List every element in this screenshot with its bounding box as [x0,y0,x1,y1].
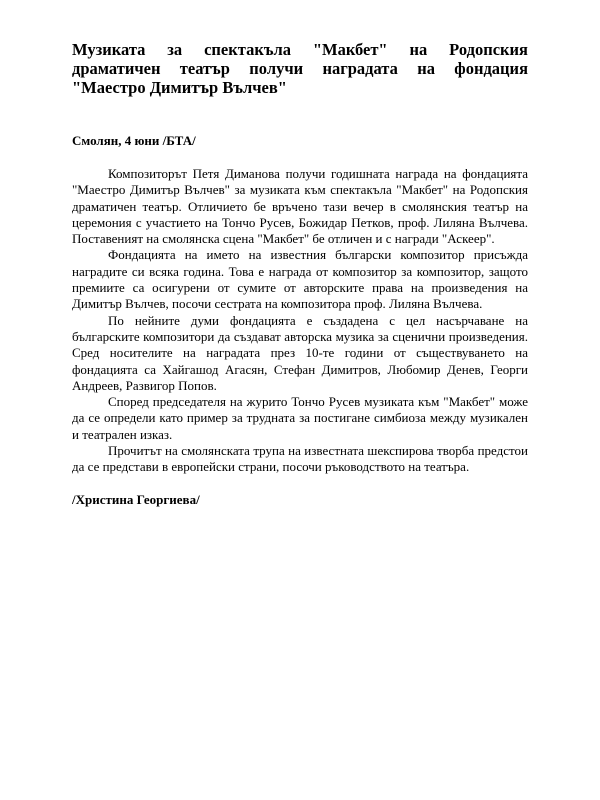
article-body [72,166,528,476]
article-dateline: Смолян, 4 юни /БТА/ [72,133,196,148]
article-author: /Христина Георгиева/ [72,491,200,507]
document-page [72,40,528,508]
article-paragraph: Според председателя на журито Тончо Русев музиката към "Макбет" може да се определи като пример за трудната за постигане симбиоза между музикален и театрален изказ. [72,394,528,442]
article-paragraph: По нейните думи фондацията е създадена с цел насърчаване на българските композитори да създават авторска музика за сценични произведения. Сред носителите на наградата през 10-те години от съществуването на фондацията са Хайгашод Агасян, Стефан Димитров, Любомир Денев, Георги Андреев, Развигор Попов. [72,312,528,393]
article-paragraph: Фондацията на името на известния български композитор присъжда наградите си всяка година. Това е награда от композитор за композитор, защото премиите са осигурени от сумите от авторските права на произведения на Димитър Вълчев, посочи сестрата на композитора проф. Лиляна Вълчева. [72,247,528,312]
article-paragraph: Композиторът Петя Диманова получи годишната награда на фондацията "Маестро Димитър Вълчев" за музиката към спектакъла "Макбет" на Родопския драматичен театър. Отличието бе връчено тази вечер в смолянския театър на церемония с участието на Тончо Русев, Божидар Петков, проф. Лиляна Вълчева. Поставеният на смолянска сцена "Макбет" бе отличен и с награди "Аскеер". [72,166,528,247]
article-headline: Музиката за спектакъла "Макбет" на Родопския драматичен театър получи наградата на фондация "Маестро Димитър Вълчев" [72,40,528,97]
article-paragraph: Прочитът на смолянската трупа на известната шекспирова творба предстои да се представи в европейски страни, посочи ръководството на театъра. [72,443,528,475]
